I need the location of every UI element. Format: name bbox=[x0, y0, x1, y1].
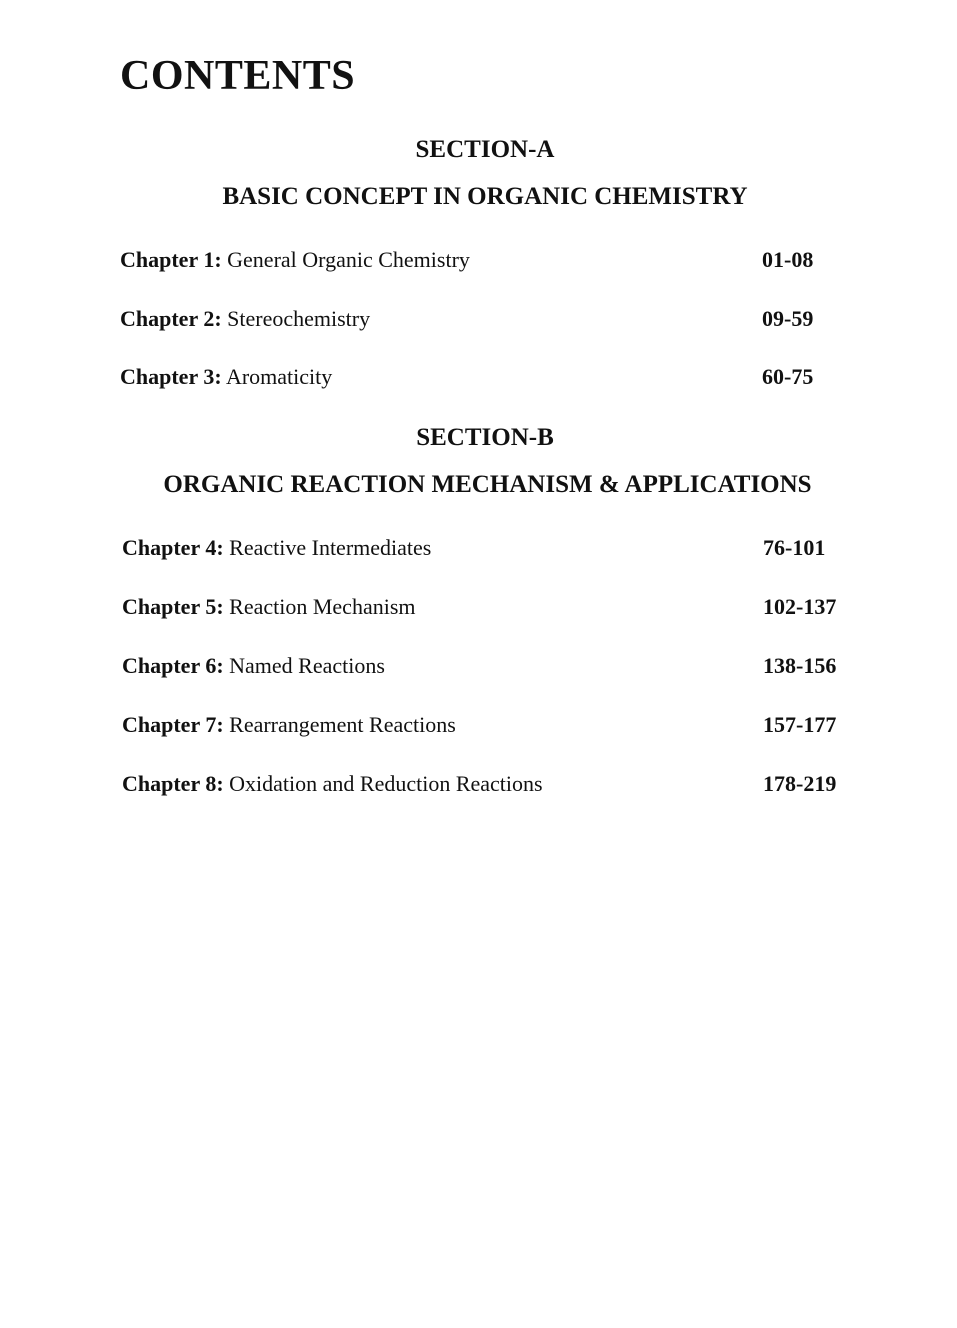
toc-entry bbox=[0, 247, 957, 277]
chapter-title: Oxidation and Reduction Reactions bbox=[229, 771, 543, 796]
section-b-label: SECTION-B bbox=[416, 424, 554, 451]
page-range: 01-08 bbox=[762, 247, 814, 272]
toc-entry bbox=[0, 594, 957, 624]
chapter-title: Reactive Intermediates bbox=[229, 535, 432, 560]
toc-entry bbox=[0, 364, 957, 394]
chapter-number: Chapter 7: bbox=[122, 712, 224, 737]
toc-entry bbox=[0, 653, 957, 683]
toc-entry bbox=[0, 306, 957, 336]
page-range: 102-137 bbox=[763, 594, 837, 619]
toc-entry bbox=[0, 712, 957, 742]
chapter-number: Chapter 8: bbox=[122, 771, 224, 796]
chapter-number: Chapter 1: bbox=[120, 247, 222, 272]
chapter-title: Aromaticity bbox=[225, 364, 333, 389]
toc-entry bbox=[0, 535, 957, 565]
page-range: 178-219 bbox=[763, 771, 837, 796]
page-range: 09-59 bbox=[762, 306, 814, 331]
chapter-number: Chapter 3: bbox=[120, 364, 222, 389]
chapter-number: Chapter 6: bbox=[122, 653, 224, 678]
chapter-title: Named Reactions bbox=[229, 653, 385, 678]
toc-entry bbox=[0, 771, 957, 801]
chapter-number: Chapter 2: bbox=[120, 306, 222, 331]
section-b-heading: ORGANIC REACTION MECHANISM & APPLICATIONS bbox=[163, 471, 812, 498]
page-range: 138-156 bbox=[763, 653, 837, 678]
page-range: 157-177 bbox=[763, 712, 837, 737]
section-a-heading: BASIC CONCEPT IN ORGANIC CHEMISTRY bbox=[222, 183, 748, 210]
chapter-title: Stereochemistry bbox=[227, 306, 371, 331]
chapter-title: Reaction Mechanism bbox=[229, 594, 416, 619]
section-a-label: SECTION-A bbox=[415, 136, 555, 163]
chapter-title: General Organic Chemistry bbox=[227, 247, 470, 272]
chapter-number: Chapter 5: bbox=[122, 594, 224, 619]
chapter-number: Chapter 4: bbox=[122, 535, 224, 560]
page-title: CONTENTS bbox=[120, 53, 356, 99]
page-range: 76-101 bbox=[763, 535, 826, 560]
page-range: 60-75 bbox=[762, 364, 814, 389]
chapter-title: Rearrangement Reactions bbox=[229, 712, 456, 737]
